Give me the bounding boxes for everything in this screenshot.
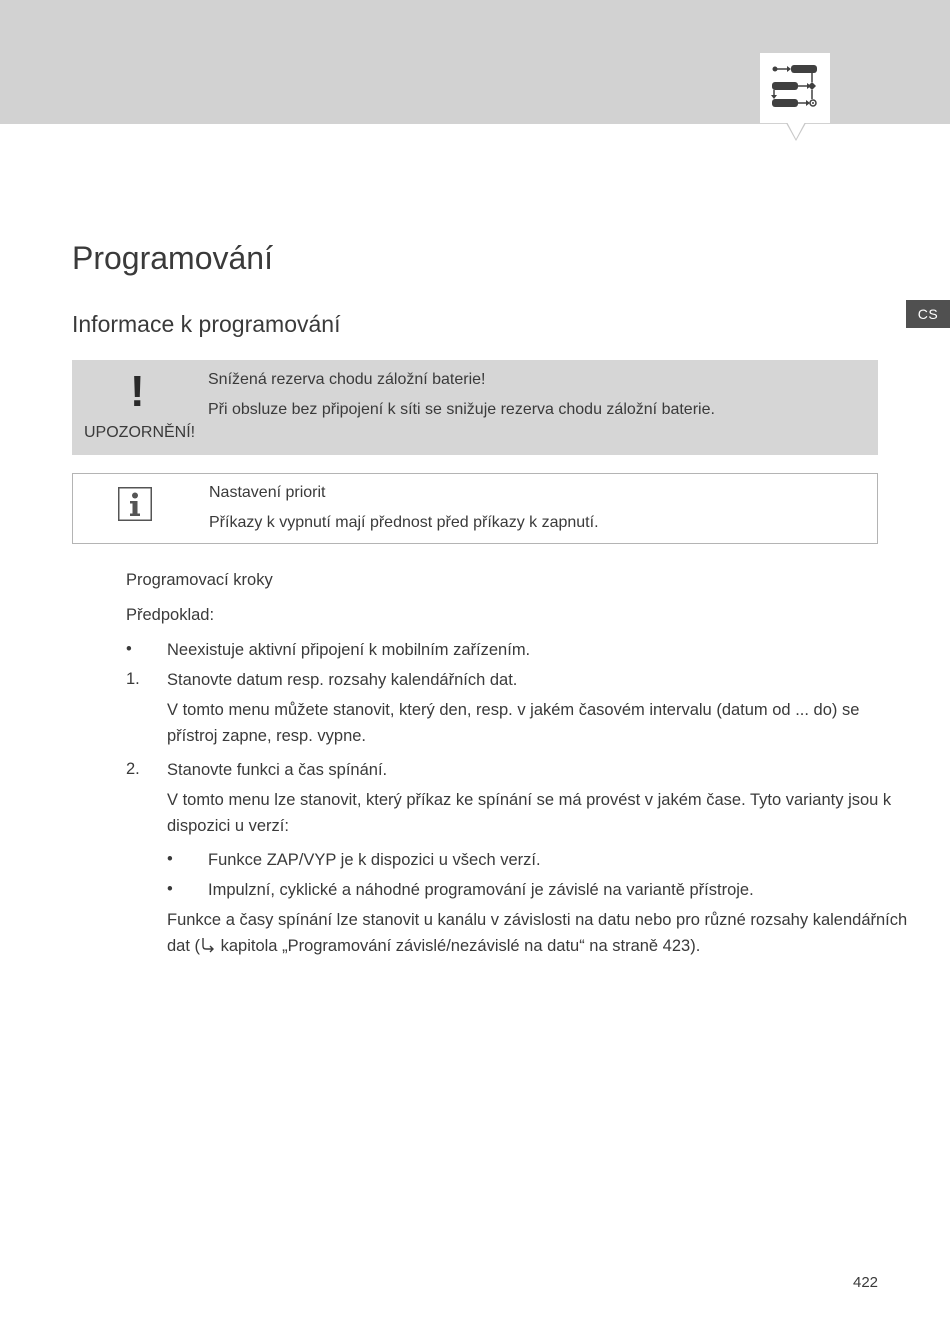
warning-text: Při obsluze bez připojení k síti se snižuje rezerva chodu záložní baterie. — [208, 401, 715, 418]
page-title: Programování — [72, 240, 273, 276]
step-description: V tomto menu můžete stanovit, který den, resp. v jakém časovém intervalu (datum od ... do) se — [167, 701, 860, 719]
bullet-marker: • — [167, 880, 173, 898]
page-number: 422 — [853, 1274, 879, 1291]
step-note-cont — [167, 933, 700, 959]
info-heading: Nastavení priorit — [209, 484, 326, 501]
exclamation-icon: ! — [130, 367, 145, 416]
steps-heading: Programovací kroky — [126, 571, 273, 589]
chapter-tab — [760, 53, 830, 123]
program-flow-icon — [769, 61, 821, 117]
language-tab[interactable]: CS — [906, 300, 950, 328]
step-description-cont: přístroj zapne, resp. vypne. — [167, 727, 367, 745]
info-box — [72, 473, 878, 544]
step-note: Funkce a časy spínání lze stanovit u kanálu v závislosti na datu nebo pro různé rozsahy kalendářních — [167, 911, 908, 929]
chapter-tab-pointer — [787, 122, 805, 139]
warning-heading: Snížená rezerva chodu záložní baterie! — [208, 371, 486, 388]
step-description-cont: dispozici u verzí: — [167, 817, 289, 835]
step-title: Stanovte datum resp. rozsahy kalendářních dat. — [167, 671, 518, 689]
prerequisite-label: Předpoklad: — [126, 606, 215, 624]
info-icon — [118, 487, 152, 521]
warning-label: UPOZORNĚNÍ! — [84, 424, 196, 441]
step-number: 1. — [126, 670, 140, 688]
warning-box — [72, 360, 878, 455]
cross-reference-link[interactable]: kapitola „Programování závislé/nezávislé na datu“ na straně 423). — [216, 937, 701, 955]
info-text: Příkazy k vypnutí mají přednost před příkazy k zapnutí. — [209, 514, 599, 531]
prerequisite-item: Neexistuje aktivní připojení k mobilním zařízením. — [167, 641, 531, 659]
step-number: 2. — [126, 760, 140, 778]
step-title: Stanovte funkci a čas spínání. — [167, 761, 388, 779]
cross-reference-icon[interactable] — [200, 937, 216, 953]
note-prefix: dat ( — [167, 937, 201, 955]
section-title: Informace k programování — [72, 311, 341, 337]
step-description: V tomto menu lze stanovit, který příkaz ke spínání se má provést v jakém čase. Tyto varianty jsou k — [167, 791, 892, 809]
list-item: Impulzní, cyklické a náhodné programování je závislé na variantě přístroje. — [208, 881, 754, 899]
list-item: Funkce ZAP/VYP je k dispozici u všech verzí. — [208, 851, 541, 869]
bullet-marker: • — [167, 850, 173, 868]
bullet-marker: • — [126, 640, 132, 658]
